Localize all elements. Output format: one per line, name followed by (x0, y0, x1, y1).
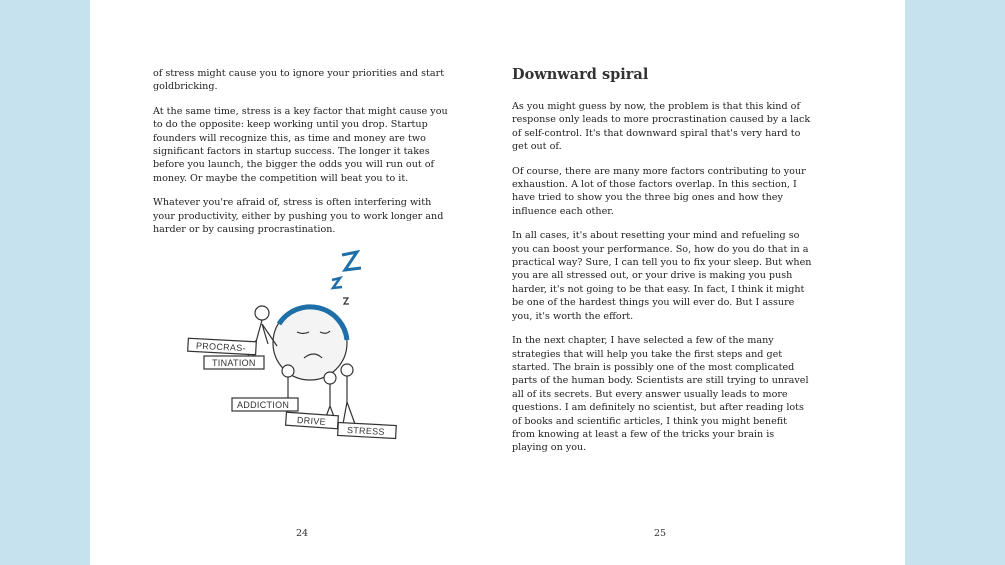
paragraph: Whatever you're afraid of, stress is often interfering with your productivity, either by pushing you to work longer and harder or by causing procrastination. (153, 197, 444, 236)
right-page-text (512, 100, 812, 466)
page-number-left: 24 (296, 528, 309, 539)
paragraph: In the next chapter, I have selected a few of the many strategies that will help you take the first steps and get started. The brain is possibly one of the most complicated parts of the human body. Scientists are still trying to unravel all of its secrets. But every answer usually leads to more questions. I am definitely no scientist, but after reading lots of books and scientific articles, I think you might benefit from knowing at least a few of the tricks your brain is playing on you. (512, 335, 809, 454)
paragraph: Of course, there are many more factors contributing to your exhaustion. A lot of those factors overlap. In this section, I have tried to show you the three big ones and how they influence each other. (512, 165, 806, 217)
sleeping-ball-illustration (182, 240, 412, 445)
paragraph: As you might guess by now, the problem is that this kind of response only leads to more procrastination caused by a lack of self-control. It's that downward spiral that's very hard to get out of. (512, 101, 811, 153)
board-label-procrastination-1: PROCRAS- (195, 340, 247, 354)
left-page-text (153, 67, 453, 247)
page-number-right: 25 (654, 528, 667, 539)
paragraph: At the same time, stress is a key factor that might cause you to do the opposite: keep working until you drop. Startup founders will recognize this, as time and money are two significant factors in startup success. The longer it takes before you launch, the bigger the odds you will run out of money. Or maybe the competition will beat you to it. (153, 105, 448, 184)
section-heading: Downward spiral (512, 66, 649, 83)
board-label-procrastination-2: TINATION (212, 358, 256, 368)
paragraph: of stress might cause you to ignore your priorities and start goldbricking. (153, 68, 445, 93)
paragraph: In all cases, it's about resetting your mind and refueling so you can boost your performance. So, how do you do that in a practical way? Sure, I can tell you to fix your sleep. But when you are all stressed out, or your drive is making you push harder, it's not going to be that easy. In fact, I think it might be one of the hardest things you will ever do. But I assure you, it's worth the effort. (512, 230, 812, 322)
board-label-drive: DRIVE (296, 414, 327, 427)
board-label-addiction: ADDICTION (237, 400, 290, 410)
board-label-stress: STRESS (346, 424, 385, 437)
book-spread (90, 0, 905, 565)
